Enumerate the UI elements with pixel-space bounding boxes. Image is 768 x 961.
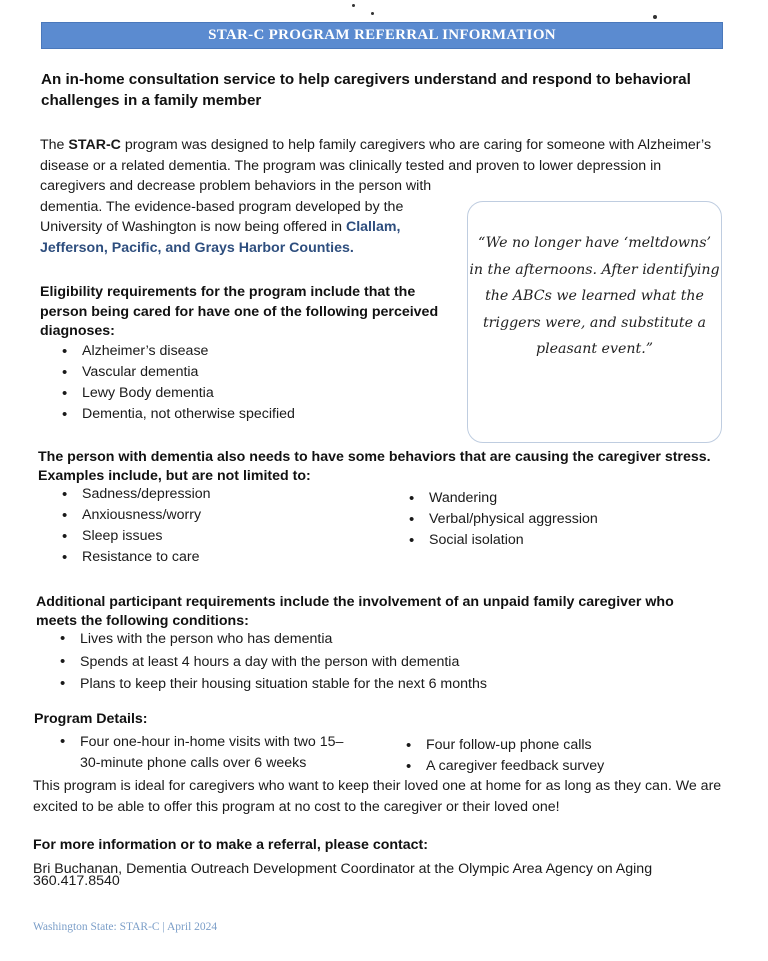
list-item: • Verbal/physical aggression bbox=[407, 509, 727, 530]
list-item: • Social isolation bbox=[407, 530, 727, 551]
intro-pre: The bbox=[40, 137, 69, 153]
behaviors-title: The person with dementia also needs to have some behaviors that are causing the caregiver stress. Examples include, but are not limited to: bbox=[38, 449, 711, 484]
scan-speck bbox=[371, 12, 374, 15]
details-list-left bbox=[58, 732, 358, 773]
details-list-right bbox=[404, 735, 724, 777]
list-item: • Sleep issues bbox=[60, 526, 380, 547]
subtitle: An in-home consultation service to help caregivers understand and respond to behavioral challenges in a family member bbox=[41, 71, 691, 109]
list-item: • Plans to keep their housing situation stable for the next 6 months bbox=[58, 673, 718, 696]
list-item: • Wandering bbox=[407, 488, 727, 509]
testimonial-quote: “We no longer have ‘meltdowns’ in the afternoons. After identifying the ABCs we learned what the triggers were, and substitute a pleasant event.” bbox=[469, 235, 720, 358]
intro-text: program was designed to help family caregivers who are caring for someone with Alzheimer’s disease or a related dementia. The program was clinically tested and proven to lower depression in caregivers and decrease problem behaviors in the person with dementia. The evidence-based program developed by the University of Washington is now being offered in bbox=[40, 137, 712, 235]
contact-phone: 360.417.8540 bbox=[33, 873, 120, 889]
behaviors-list-left bbox=[60, 484, 380, 568]
list-item: • Four one-hour in-home visits with two 15–30-minute phone calls over 6 weeks bbox=[58, 732, 358, 773]
contact-name: Bri Buchanan, Dementia Outreach Development Coordinator at the Olympic Area Agency on Aging bbox=[33, 861, 653, 877]
scan-speck bbox=[352, 4, 355, 7]
program-name: STAR-C bbox=[68, 137, 121, 153]
list-item: • Lives with the person who has dementia bbox=[58, 628, 718, 651]
list-item: • Sadness/depression bbox=[60, 484, 380, 505]
details-title: Program Details: bbox=[34, 711, 148, 727]
list-item: • Dementia, not otherwise specified bbox=[60, 404, 460, 425]
eligibility-list bbox=[60, 341, 460, 425]
list-item: • Four follow-up phone calls bbox=[404, 735, 724, 756]
additional-title: Additional participant requirements include the involvement of an unpaid family caregiver who meets the following conditions: bbox=[36, 594, 674, 629]
list-item: • Anxiousness/worry bbox=[60, 505, 380, 526]
eligibility-title: Eligibility requirements for the program include that the person being cared for have one of the following perceived diagnoses: bbox=[40, 284, 439, 339]
details-closing: This program is ideal for caregivers who want to keep their loved one at home for as long as they can. We are excited to be able to offer this program at no cost to the caregiver or their loved one! bbox=[33, 778, 722, 815]
behaviors-list-right bbox=[407, 488, 727, 551]
list-item: • Alzheimer’s disease bbox=[60, 341, 460, 362]
additional-list bbox=[58, 628, 718, 696]
contact-title: For more information or to make a referral, please contact: bbox=[33, 837, 428, 853]
footer-text: Washington State: STAR-C | April 2024 bbox=[33, 921, 218, 933]
counties: Clallam, Jefferson, Pacific, and Grays Harbor Counties. bbox=[40, 219, 401, 256]
scan-speck bbox=[653, 15, 657, 19]
list-item: • Lewy Body dementia bbox=[60, 383, 460, 404]
list-item: • A caregiver feedback survey bbox=[404, 756, 724, 777]
list-item: • Vascular dementia bbox=[60, 362, 460, 383]
page-title: STAR-C PROGRAM REFERRAL INFORMATION bbox=[208, 27, 556, 43]
header-bar bbox=[41, 22, 723, 49]
list-item: • Resistance to care bbox=[60, 547, 380, 568]
list-item: • Spends at least 4 hours a day with the person with dementia bbox=[58, 651, 718, 674]
